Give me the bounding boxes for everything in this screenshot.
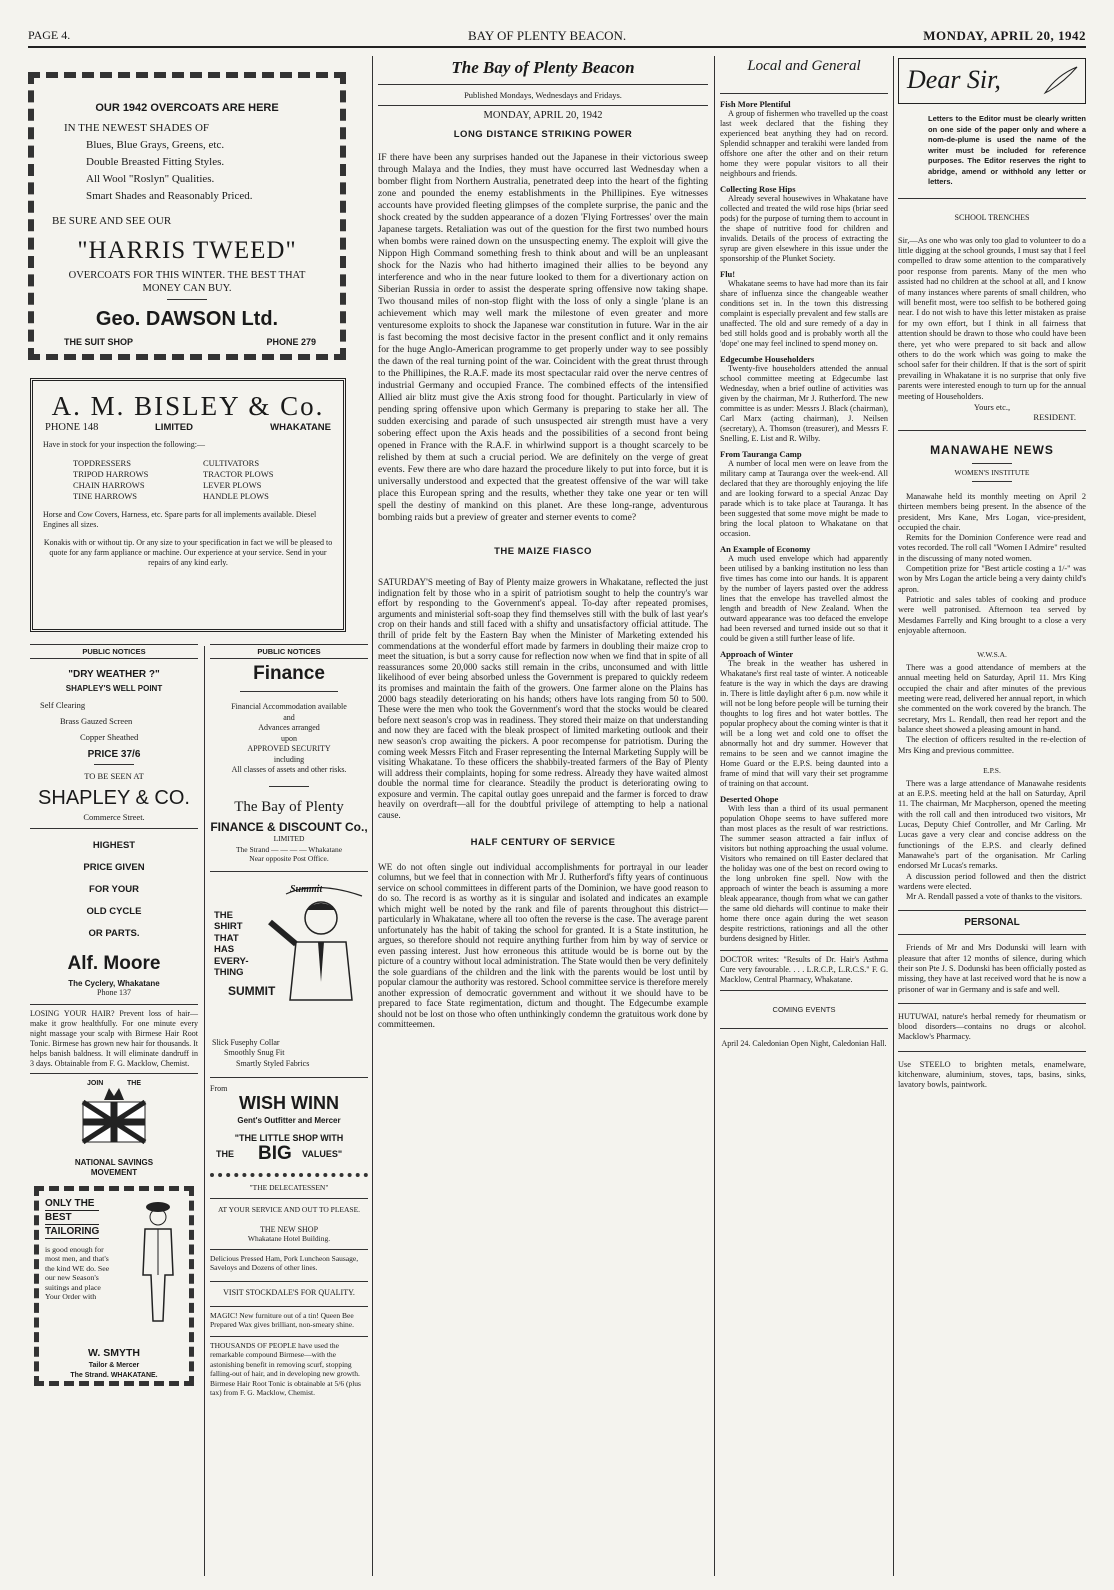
page-number: PAGE 4.: [28, 28, 71, 42]
wish-winn: WISH WINN: [239, 1093, 339, 1113]
letters-note: Letters to the Editor must be clearly written on one side of the paper only and where a nom-de-plume is used the name of the writer must be included for reference purposes. The Editor reserves the right to abridge, amend or withhold any letter or letters.: [928, 114, 1086, 186]
local-item-heading: An Example of Economy: [720, 544, 811, 554]
crown-flag-icon: [69, 1080, 159, 1162]
local-item-text: A group of fishermen who travelled up the coast last week declared that the fishing they experienced beat anything they had on record. Splendid schnapper and terakihi were landed from offshore one after the other and on their return home they were popular visitors to all their neighbours and friends.: [720, 109, 888, 178]
bisley-name: A. M. BISLEY & Co.: [51, 391, 325, 421]
moore-lines: HIGHEST PRICE GIVEN FOR YOUR OLD CYCLE OR PARTS.: [83, 840, 145, 939]
shapley-firm: SHAPLEY & CO.: [38, 787, 190, 809]
bisley-limited: LIMITED: [155, 422, 193, 433]
notices-label-left: PUBLIC NOTICES: [82, 647, 146, 656]
harris-tweed: "HARRIS TWEED": [77, 237, 297, 264]
local-item-text: The break in the weather has ushered in Whakatane's first real taste of winter. A noticeable feature is the way in which the days are drawing in. There is little daylight after 6 p.m. now while it will not be long before people will be turning their thoughts to log fires and hot water bottles. The popular prophecy about the coming winter is that it will be a long wet and cold one to offset the abnormally hot and dry summer. However that remains to be seen and we cannot imagine the Home Guard or the E.P.S. being daunted into a frame of mind that will vary their set programme of training on that account.: [720, 659, 888, 788]
deli-title: "THE DELECATESSEN": [249, 1183, 329, 1192]
manawahe-title: MANAWAHE NEWS: [930, 443, 1054, 457]
dear-sir: Dear Sir,: [907, 65, 1001, 94]
trenches-head: SCHOOL TRENCHES: [954, 212, 1030, 222]
article-striking: IF there have been any surprises handed out the Japanese in their victorious sweep through Malaya and the Indies, they must have occurred last Wednesday when a bomber flight from Northern Australia, penetrated deep into the heart of the fighting zone and pounded the enemy establishments in the Phillipines. Eye witnesses accounts have provided fleeting glimpses of the complete surprise, the panic and the shock created by the sudden appearance of a dozen 'Flying Fortresses' over the main Japanese targets. Retaliation was out of the question for the first two numbed hours when bombs were rained down on the unsuspecting enemy. The exploit will give the Nippon High Command something fresh to think about and will be an unpleasant shock for the Nazis who had hitherto imagined their allies to be beyond any interference and who in the near future looked to them for a divertionary action on Siberian Russia in order to assist the desperate spring offensive now taking shape. Two thousand miles of non-stop flight with the loss of only a single 'plane is an achievement which may well mark the milestone of even greater and more venturesome exploits to shock the Japanese war constitution in future. War in the air is fast becoming the most decisive factor in the present conflict and it only remains for the huge Anglo-American programme to get properly under way to see possibly the dawn of the real turning point of the war. Coincident with the great thrust through to the Phillipines, the R.A.F. made its most spectacular raid over the nerve centres of industrial Germany and occupied France. The combined effects of the intensified Allied air blitz must give the Axis strong food for thought. Particularly in view of pending spring offensive upon which Germany is preparing to stake her all. The sudden exercising and parade of such unsuspected air strength must have a very sobering effect upon the Axis heads and the possibilities of a second front being opened in France with the R.A.F. in whirlwind support is a thought scarcely to be relished by them at such a crucial period. We are definitely on the verge of great events. Few there are who dare hazard the procedure likely to put into force, but it is universally understood and expected that the greatest offensive of the war will take place this European spring and the results, whether they take one year or ten will spell the destiny of mankind on this planet. Are these long-range, adventurous bombing raids but a preview of greater and sterner events to come?: [378, 152, 708, 523]
bisley-stock: TOPDRESSERS TRIPOD HARROWS CHAIN HARROWS TINE HARROWS CULTIVATORS TRACTOR PLOWS LEVER PLOWS HANDLE PLOWS: [73, 458, 274, 501]
finance-lines: Financial Accommodation available and Advances arranged upon APPROVED SECURITY including All classes of assets and other risks.: [231, 702, 347, 774]
overcoats-see: BE SURE AND SEE OUR: [52, 215, 172, 227]
paper-title: BAY OF PLENTY BEACON.: [468, 28, 627, 43]
left-notices: PUBLIC NOTICES "DRY WEATHER ?" SHAPLEY'S WELL POINT Self Clearing Brass Gauzed Screen Copper Sheathed PRICE 37/6 TO BE SEEN AT SHAPLEY & CO. Commerce Street. HIGHEST PRICE GIVEN FOR YOUR OLD CYCLE OR PARTS. Alf. Moore The Cyclery, Whakatane Phone 137 LOSING YOUR HAIR? Prevent loss of hair—make it grow healthfully. For one minute every night massage your scalp with Birmese Hair Root Tonic. Birmese has grown new hair for thousands. It helps banish baldness. It will eliminate dandruff in 3 days. Obtainable from F. G. Macklow, Chemist. JOIN THE NATIONAL SAVINGS MOVEMENT ONLY THE BEST TAILORING is good enough for most men, and that's the kind WE do. See our new Season's suitings and place Your Order with W. SMYTH Tailor & Mercer The Strand. WHAKATANE.: [30, 644, 198, 1386]
bisley-p1: Horse and Cow Covers, Harness, etc. Spare parts for all implements available. Diesel Engines all sizes.: [43, 510, 317, 529]
article-half-century: WE do not often single out individual accomplishments for portrayal in our leader columns, but we feel that in connection with Mr J. Rutherford's fifty years of continuous service on school committees in different parts of the Dominion, we have good reason to do so. The record is as worthy as it is singular and isolated and indicates an example which might well be noted by the rank and file of parents throughout this district—particularly in Whakatane, where all too often the reverse is the case. The average parent unfortunately has the habit of taking the school for granted. It is a State institution, he argues, so therefore should not require anything further from him by way of service or even passing interest. Just how erroneous this attitude would be is borne out by the picture of a country without local administration. The State would then be very definitely the sole guardians of the children and the link with the parents would be lost until by popular clamour the authority was restored. School committee service is therefore merely another expression of democratic government and without it we should have to be prepared to face State regimentation, dictum and thought. The Edgecumbe example should not be lost on those who often unthinkingly condemn the gratuitous work done by committeemen.: [378, 861, 708, 1030]
local-items: [720, 99, 888, 944]
overcoats-ad: [28, 72, 346, 360]
coming-events: COMING EVENTS: [772, 1005, 836, 1015]
well-price: PRICE 37/6: [87, 749, 141, 760]
local-item-text: Whakatane seems to have had more than its fair share of influenza since the changeable weather conditions set in. In the town this distressing complaint is especially prevalent and few stalls are unaffected. The old and sure remedy of a day in bed still holds good and is probably worth all the 'dope' one may feel inclined to spend money on.: [720, 279, 888, 348]
summit-ad: THE SHIRT THAT HAS EVERY- THING SUMMIT Summit: [210, 872, 368, 1038]
masthead: The Bay of Plenty Beacon: [451, 58, 635, 77]
smyth-name: W. SMYTH: [88, 1347, 140, 1359]
birmese-ad-2: THOUSANDS OF PEOPLE have used the remarkable compound Birmese—with the astonishing benefit in removing scurf, stopping falling-out of hair, and in developing new growth. Birmese Hair Root Tonic is obtainable at 5/6 (plus tax) from F. G. Macklow, Chemist.: [210, 1340, 361, 1397]
local-item-heading: Edgecumbe Householders: [720, 354, 815, 364]
local-item-heading: From Tauranga Camp: [720, 449, 802, 459]
local-item-heading: Collecting Rose Hips: [720, 184, 796, 194]
moore-name: Alf. Moore: [67, 953, 161, 974]
birmese-ad-1: LOSING YOUR HAIR? Prevent loss of hair—make it grow healthfully. For one minute every night massage your scalp with Birmese Hair Root Tonic. Birmese has grown new hair for thousands. It helps banish baldness. It will eliminate dandruff in 3 days. Obtainable from F. G. Macklow, Chemist.: [30, 1009, 198, 1068]
dear-sir-box: [898, 58, 1086, 104]
local-general: [720, 58, 888, 1049]
editorial: The Bay of Plenty Beacon Published Mondays, Wednesdays and Fridays. MONDAY, APRIL 20, 1942 LONG DISTANCE STRIKING POWER IF there have been any surprises handed out the Japanese in their victorious sweep through Malaya and the Indies, they must have occurred last Wednesday when a bomber flight from Northern Australia, penetrated deep into the heart of the fighting zone and pounded the enemy establishments in the Phillipines. Eye witnesses accounts have provided fleeting glimpses of the complete surprise, the panic and the shock created by the sudden appearance of a dozen 'Flying Fortresses' over the main Japanese targets. Retaliation was out of the question for the first two numbed hours when bombs were rained down on the unsuspecting enemy. The exploit will give the Nippon High Command something fresh to think about and will be an unpleasant shock for the Nazis who had hitherto imagined their allies to be beyond any interference and who in the near future looked to them for a divertionary action on Siberian Russia in order to assist the desperate spring offensive now taking shape. Two thousand miles of non-stop flight with the loss of only a single 'plane is an achievement which may well mark the milestone of even greater and more venturesome exploits to shock the Japanese war constitution in future. War in the air is fast becoming the most decisive factor in the present conflict and it only remains for the huge Anglo-American programme to get properly under way to see possibly the dawn of the real turning point of the war. Coincident with the great thrust through to the Phillipines, the R.A.F. made its most spectacular raid over the nerve centres of industrial Germany and occupied France. The combined effects of the intensified Allied air blitz must give the Axis strong food for thought. Particularly in view of pending spring offensive upon which Germany is preparing to stake her all. The sudden exercising and parade of such unsuspected air strength must have a very sobering effect upon the Axis heads and the possibilities of a second front being opened in France with the R.A.F. in whirlwind support is a thought scarcely to be relished by them at such a crucial period. We are definitely on the verge of great events. Few there are who dare hazard the procedure likely to put into force, but it is universally understood and expected that the greatest offensive of the war will take place this European spring and the results, whether they take one year or ten will spell the destiny of mankind on this planet. Are these long-range, adventurous bombing raids but a preview of greater and sterner events to come? THE MAIZE FIASCO SATURDAY'S meeting of Bay of Plenty maize growers in Whakatane, reflected the just indignation felt by those who in a spirit of patriotism sought to help the country's war effort by responding to the Government's appeal. To-day after repeated promises, arguments and ministerial soft-soap they find themselves still with the bulk of last year's crop on their hands and still faced with a shifty and unsatisfactory official attitude. The thrill of pride felt by the Eastern Bay when the Minister of Marketing extended his commendations at the wonderful effort made by farmers in doubling their maize crop to meet the situation, is but a sorry cause for reflection now when we find that in spite of all reassurances some 20,000 sacks still remain in the cribs, unconsumed and with little likelihood of ever being absorbed unless the Government is prepared to quickly redeem its promises and maintain the faith of the growers. One farmer alone on the Plains has 2000 bags steadily deteriorating on his hands; others have lots ranging from 50 to 500. These were the men who took the Government's word that the stocks would be cleared before next season's crop was in readiness. They stored their maize on that understanding and now they are faced with the bleak prospect of limited marketing outlook and their new season's crop awaiting the pickers. A poor recompense for patriotism. During the coming week Messrs Fitch and Fraser representing the Internal Marketing Supply will be visiting Whakatane. To these officers the shabbily-treated farmers of the Bay of Plenty will address their complaints, hoping for some redress. Already they have waited almost double the normal time for clearance. Steadily the product is deteriorating owing to exposure and vermin. The capital outlay goes unrepaid and the farmer is forced to draw heavily on overdraft—all for the doubtful privilege of attempting to help a national cause. HALF CENTURY OF SERVICE WE do not often single out individual accomplishments for portrayal in our leader columns, but we feel that in connection with Mr J. Rutherford's fifty years of continuous service on school committees in different parts of the Dominion, we have good reason to do so. The record is as worthy as it is singular and isolated and indicates an example which might well be noted by the rank and file of parents throughout this district—particularly in Whakatane, where all too often the reverse is the case. The average parent unfortunately has the habit of taking the school for granted. It is a State institution, he argues, so therefore should not require anything further from him by way of service or even passing interest. Just how erroneous this attitude would be is borne out by the picture of a country without local administration. The State would then be very definitely the sole guardians of the children and the link with the parents would be lost until by popular clamour the authority was restored. School committee service is therefore merely another expression of democratic government and without it we should have to be prepared to face State regimentation, dictum and thought. The Edgecumbe example should not be lost on those who often unthinkingly condemn the gratuitous work done by committeemen.: [378, 58, 708, 1030]
bisley-intro: Have in stock for your inspection the following:—: [43, 440, 205, 449]
trenches-letter: Sir,—As one who was only too glad to volunteer to do a little digging at the school grounds, I must say that I feel compelled to draw some attention to the comparatively poor response from parents. Many of the men who assisted had no children at the school at all, and I know of many instances where parents of small children, who will benefit most, were too selfish to be bothered going near. I do not wish to have this letter mistaken as praise for my own effort, but I think in all fairness that attention should be drawn to those who could have been there, yet who were prepared to sit back and allow others to do the work which was going to make the school safer for their children. If that is the sort of spirit prevailing in Whakatane it is no surprise that only five parents were interested enough to turn up for the annual meeting of Householders.: [898, 235, 1086, 401]
dawson-phone: PHONE 279: [266, 337, 316, 347]
local-item-text: Twenty-five householders attended the annual school committee meeting at Edgecumbe last Wednesday, when a brief outline of activities was given by the chairman, Mr J. Rutherford. The new committee is as under: Messrs J. Black (chairman), Carl Marx (acting chairman), J. Neilsen (secretary), A. Thomson (treasurer), and Messrs F. Snelling, E. List and R. Wilby.: [720, 364, 888, 443]
headline-maize: THE MAIZE FIASCO: [494, 546, 592, 557]
dry-weather: "DRY WEATHER ?": [68, 669, 160, 680]
page-header: [28, 26, 1086, 48]
well-point: SHAPLEY'S WELL POINT: [65, 684, 163, 693]
overcoats-head: OUR 1942 OVERCOATS ARE HERE: [95, 102, 279, 114]
doctor-ad: DOCTOR writes: "Results of Dr. Hair's Asthma Cure very favourable. . . . L.R.C.P., L.R.C.S." F. G. Macklow, Central Pharmacy, Whakatane.: [720, 955, 888, 984]
finance-title: Finance: [253, 663, 325, 684]
hutuwai-ad: HUTUWAI, nature's herbal remedy for rheumatism or blood disorders—contains no drugs or alcohol. Macklow's Pharmacy.: [898, 1011, 1086, 1042]
overcoats-sub: OVERCOATS FOR THIS WINTER. THE BEST THAT MONEY CAN BUY.: [68, 270, 306, 294]
magic-ad: MAGIC! New furniture out of a tin! Queen Bee Prepared Wax gives brilliant, non-smeary shine.: [210, 1310, 355, 1329]
dawson-firm: Geo. DAWSON Ltd.: [95, 308, 279, 330]
mid-notices: PUBLIC NOTICES Finance Financial Accommodation available and Advances arranged upon APPROVED SECURITY including All classes of assets and other risks. The Bay of Plenty FINANCE & DISCOUNT Co., LIMITED The Strand — — — — Whakatane Near opposite Post Office. THE SHIRT THAT HAS EVERY- THING SUMMIT Summit Slick Fusephy Collar Smoothly Snug Fit Smartly Styled Fabrics From WISH WINN Gent's Outfitter and Mercer "THE LITTLE SHOP WITH THE BIG VALUES" "THE DELECATESSEN" AT YOUR SERVICE AND OUT TO PLEASE. THE NEW SHOP Whakatane Hotel Building. Delicious Pressed Ham, Pork Luncheon Sausage, Saveloys and Dozens of other lines. VISIT STOCKDALE'S FOR QUALITY. MAGIC! New furniture out of a tin! Queen Bee Prepared Wax gives brilliant, non-smeary shine. THOUSANDS OF PEOPLE have used the remarkable compound Birmese—with the astonishing benefit in removing scurf, stopping falling-out of hair, and in developing new growth. Birmese Hair Root Tonic is obtainable at 5/6 (plus tax) from F. G. Macklow, Chemist.: [210, 644, 368, 1398]
local-item-heading: Deserted Ohope: [720, 794, 779, 804]
local-item-heading: Flu!: [720, 269, 736, 279]
local-item-text: Already several housewives in Whakatane have collected and treated the wild rose hips (briar seed pods) for the purpose of turning them to account in the shape of nutritive food for children and invalids. Details of the process of extracting the syrup are given elsewhere in this issue under the sponsorship of the Plunket Society.: [720, 194, 888, 263]
personal-item: Friends of Mr and Mrs Dodunski will learn with pleasure that after 12 months of silence, during which their son Pte J. S. Dodunski has been officially posted as missing, they have at last received word that he is now a prisoner of war in Germany and is safe and well.: [898, 943, 1086, 994]
personal-head: PERSONAL: [964, 917, 1020, 929]
headline-half-century: HALF CENTURY OF SERVICE: [470, 836, 616, 848]
article-maize: SATURDAY'S meeting of Bay of Plenty maize growers in Whakatane, reflected the just indignation felt by those who in a spirit of patriotism sought to help the country's war effort by responding to the Government's appeal. To-day after repeated promises, arguments and ministerial soft-soap they find themselves still with the bulk of last year's crop on their hands and still faced with a shifty and unsatisfactory official attitude. The thrill of pride felt by the Eastern Bay when the Minister of Marketing extended his commendations at the wonderful effort made by farmers in doubling their maize crop to meet the situation, is but a sorry cause for reflection now when we find that in spite of all reassurances some 20,000 sacks still remain in the cribs, unconsumed and with little likelihood of ever being absorbed unless the Government is prepared to quickly redeem its promises and maintain the faith of the growers. One farmer alone on the Plains has 2000 bags steadily deteriorating on his hands; others have lots ranging from 50 to 500. These were the men who took the Government's word that the stocks would be cleared before next season's crop was in readiness. They stored their maize on that understanding and now they are faced with the bleak prospect of limited marketing outlook and their new season's crop awaiting the pickers. A poor recompense for patriotism. During the coming week Messrs Fitch and Fraser representing the Internal Marketing Supply will be visiting Whakatane. To these officers the shabbily-treated farmers of the Bay of Plenty will address their complaints, hoping for some redress. Already they have waited almost double the normal time for clearance. Steadily the product is deteriorating owing to exposure and vermin. The capital outlay goes unrepaid and the farmer is forced to draw heavily on overdraft—all for the doubtful privilege of attempting to help a national cause.: [378, 577, 708, 821]
header-date: MONDAY, APRIL 20, 1942: [923, 28, 1086, 43]
shirt-man-icon: [266, 882, 366, 1002]
local-item-text: With less than a third of its usual permanent population Ohope seems to have suffered more than most places as the result of war restrictions. The summer season attracted a fair influx of visitors but nothing approaching the usual volume. Visitors who remained on till Easter declared that the holiday was one of the best on record owing to the long unbroken fine spell. Now with the approach of winter the beach is assuming a more bleak appearance, though from what we can gather the same old diehards will continue to make their home there once again during the wet season despite restrictions, rationings and all the other burdens designed by Hitler.: [720, 804, 888, 943]
right-column: Dear Sir, Letters to the Editor must be clearly written on one side of the paper only and where a nom-de-plume is used the name of the writer must be included for reference purposes. The Editor reserves the right to abridge, amend or withhold any letter or letters. SCHOOL TRENCHES Sir,—As one who was only too glad to volunteer to do a little digging at the school grounds, I must say that I feel compelled to draw some attention to the comparatively poor response from parents. Many of the men who assisted had no children at the school at all, and I know of many instances where parents of small children, who will benefit most, were too selfish to be bothered going near. I do not wish to have this letter mistaken as praise for my own effort, but I think in all fairness that attention should be drawn to those who could have been there, yet who were prepared to sit back and allow others to do the work which was going to make the school safer for their children. If that is the sort of spirit prevailing in Whakatane it is no surprise that only five parents were interested enough to turn up for the annual meeting of Householders. Yours etc., RESIDENT. MANAWAHE NEWS WOMEN'S INSTITUTE Manawahe held its monthly meeting on April 2 thirteen members being present. In the absence of the president, Mrs Kane, Mrs Logan, vice-president, occupied the chair. Remits for the Dominion Conference were read and votes recorded. The roll call "Women I Admire" resulted in the discussing of many noted women. Competition prize for "Best article costing a 1/-" was won by Mrs Logan the article being a very dainty child's apron. Patriotic and sales tables of cooking and produce were well patronised. Afternoon tea served by Mesdames Farrelly and King brought to a close a very enjoyable afternoon. W.W.S.A. There was a good attendance of members at the annual meeting held on Saturday, April 11. Mrs King occupied the chair and after minutes of the previous meeting were read, delivered her annual report, in which she commented on the work covered by the branch. The secretary, Mrs L. Rendall, then read her report and the balance sheet showed a pleasing amount in hand. The election of officers resulted in the re-election of Mrs King and previous committee. E.P.S. There was a large attendance of Manawahe residents at an E.P.S. meeting held at the hall on Saturday, April 11. The chairman, Mr Macpherson, opened the meeting with the roll call and then introduced two visitors, Mr Lucas, Deputy Chief Controller, and Mr Carling. Mr Lucas gave a very clear and concise address on the functionings of the E.P.S. and clearly defined Manawahe's part of the organisation. Mr Carling endorsed Mr Lucas's remarks. A discussion period followed and then the district wardens were elected. Mr A. Rendall passed a vote of thanks to the visitors. PERSONAL Friends of Mr and Mrs Dodunski will learn with pleasure that after 12 months of silence, during which their son Pte J. S. Dodunski has been officially posted as missing, they have at last received word that he is now a prisoner of war in Germany and is safe and well. HUTUWAI, nature's herbal remedy for rheumatism or blood disorders—contains no drugs or alcohol. Macklow's Pharmacy. Use STEELO to brighten metals, enamelware, kitchenware, aluminium, stoves, taps, basins, sinks, lavatory bowls, paintwork.: [898, 58, 1086, 1091]
finance-co1: The Bay of Plenty: [234, 798, 344, 815]
steelo-ad: Use STEELO to brighten metals, enamelware, kitchenware, aluminium, stoves, taps, basins, sinks, lavatory bowls, paintwork.: [898, 1059, 1086, 1090]
event-item: April 24. Caledonian Open Night, Caledonian Hall.: [721, 1039, 887, 1049]
headline-striking: LONG DISTANCE STRIKING POWER: [453, 129, 633, 140]
summit-brand: SUMMIT: [228, 983, 276, 998]
local-item-text: A number of local men were on leave from the military camp at Tauranga over the week-end. All declared that they are thoroughly enjoying the life and are looking forward to a special Anzac Day parade which is to take place at Tauranga. It has been suggested that some move might be made to bring the local platoon to Whakatane on that occasion.: [720, 459, 888, 538]
local-item-text: A much used envelope which had apparently been utilised by a banking institution no less than five times has come into our hands. It is apparent by the number of layers pasted over the address lines that the envelope has travelled almost the length and breadth of New Zealand. When the outward appearance was too defaced the envelope had been reversed and turned inside out so that it could be given a still further lease of life.: [720, 554, 888, 643]
editorial-date: MONDAY, APRIL 20, 1942: [483, 110, 603, 121]
bisley-town: WHAKATANE: [270, 422, 331, 433]
smyth-ad: ONLY THE BEST TAILORING is good enough for most men, and that's the kind WE do. See our new Season's suitings and place Your Order with W. SMYTH Tailor & Mercer The Strand. WHAKATANE.: [34, 1186, 194, 1386]
suit-shop: THE SUIT SHOP: [64, 337, 134, 347]
bisley-phone: PHONE 148: [45, 422, 99, 433]
national-savings-emblem: JOIN THE: [69, 1080, 159, 1162]
finance-co2: FINANCE & DISCOUNT Co.,: [210, 819, 368, 834]
tailor-figure-icon: [133, 1195, 183, 1325]
summit-logo: Summit: [290, 883, 323, 895]
bisley-ad: [30, 378, 346, 632]
local-item-heading: Fish More Plentiful: [720, 99, 791, 109]
bisley-p2: Konakis with or without tip. Or any size to your specification in fact we will be pleased to quote for any farm appliance or machine. Our experience at your service. Send in your repairs of any kind early.: [43, 538, 333, 567]
local-item-heading: Approach of Winter: [720, 649, 794, 659]
overcoats-lines: IN THE NEWEST SHADES OF Blues, Blue Grays, Greens, etc. Double Breasted Fitting Styles. All Wool "Roslyn" Qualities. Smart Shades and Reasonably Priced.: [64, 122, 253, 202]
smyth-body: is good enough for most men, and that's the kind WE do. See our new Season's suitings and place Your Order with: [45, 1245, 110, 1302]
local-title: Local and General: [747, 58, 861, 74]
savings-label: NATIONAL SAVINGS MOVEMENT: [74, 1158, 154, 1177]
quill-icon: [1043, 65, 1079, 95]
